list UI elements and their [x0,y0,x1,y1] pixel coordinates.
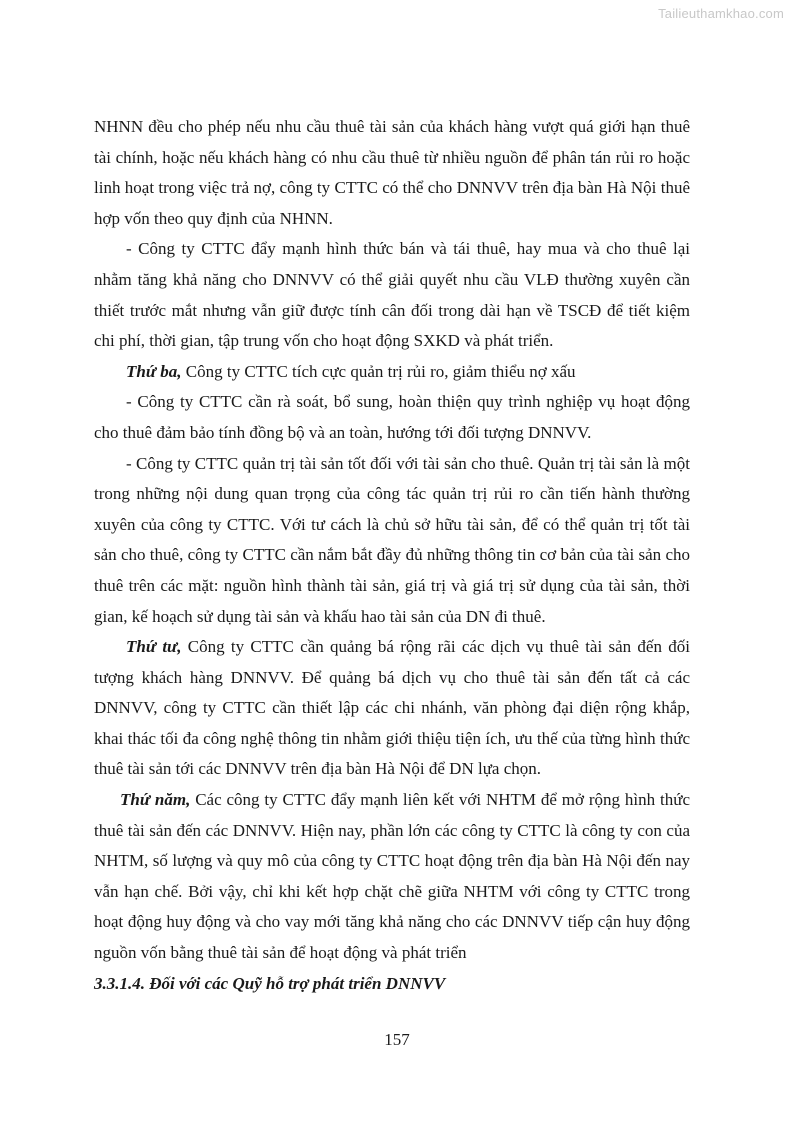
page-body [94,112,690,999]
paragraph-7-text: Các công ty CTTC đẩy mạnh liên kết với NHTM để mở rộng hình thức thuê tài sản đến các DNNVV. Hiện nay, phần lớn các công ty CTTC là công ty con của NHTM, số lượng và quy mô của công ty CTTC hoạt động trên địa bàn Hà Nội đến nay vẫn hạn chế. Bởi vậy, chỉ khi kết hợp chặt chẽ giữa NHTM với công ty CTTC trong hoạt động huy động và cho vay mới tăng khả năng cho các DNNVV tiếp cận huy động nguồn vốn bằng thuê tài sản để hoạt động và phát triển [94,790,690,963]
paragraph-5: - Công ty CTTC quản trị tài sản tốt đối với tài sản cho thuê. Quản trị tài sản là một trong những nội dung quan trọng của công tác quản trị rủi ro cần tiến hành thường xuyên của công ty CTTC. Với tư cách là chủ sở hữu tài sản, để có thể quản trị tốt tài sản cho thuê, công ty CTTC cần nắm bắt đầy đủ những thông tin cơ bản của tài sản cho thuê trên các mặt: nguồn hình thành tài sản, giá trị và giá trị sử dụng của tài sản, thời gian, kế hoạch sử dụng tài sản và khấu hao tài sản của DN đi thuê. [94,453,690,626]
paragraph-7-lead: Thứ năm, [120,790,191,810]
paragraph-6 [94,632,690,785]
paragraph-4: - Công ty CTTC cần rà soát, bổ sung, hoàn thiện quy trình nghiệp vụ hoạt động cho thuê đảm bảo tính đồng bộ và an toàn, hướng tới đối tượng DNNVV. [94,392,690,442]
paragraph-6-lead: Thứ tư, [126,637,182,657]
paragraph-2: - Công ty CTTC đẩy mạnh hình thức bán và tái thuê, hay mua và cho thuê lại nhằm tăng khả năng cho DNNVV có thể giải quyết nhu cầu VLĐ thường xuyên cần thiết trước mắt nhưng vẫn giữ được tính cân đối trong dài hạn về TSCĐ để tiết kiệm chi phí, thời gian, tập trung vốn cho hoạt động SXKD và phát triển. [94,239,690,351]
section-heading: 3.3.1.4. Đối với các Quỹ hỗ trợ phát triển DNNVV [94,973,446,993]
paragraph-3-text: Công ty CTTC tích cực quản trị rủi ro, giảm thiểu nợ xấu [181,361,576,381]
paragraph-6-text: Công ty CTTC cần quảng bá rộng rãi các dịch vụ thuê tài sản đến đối tượng khách hàng DNNVV. Để quảng bá dịch vụ cho thuê tài sản đến tất cả các DNNVV, công ty CTTC cần thiết lập các chi nhánh, văn phòng đại diện rộng khắp, khai thác tối đa công nghệ thông tin nhằm giới thiệu tiện ích, ưu thế của từng hình thức thuê tài sản tới các DNNVV trên địa bàn Hà Nội để DN lựa chọn. [94,637,690,779]
watermark: Tailieuthamkhao.com [658,6,784,21]
page-number: 157 [384,1030,410,1049]
paragraph-3 [94,357,690,388]
paragraph-7 [94,785,690,969]
paragraph-1: NHNN đều cho phép nếu nhu cầu thuê tài sản của khách hàng vượt quá giới hạn thuê tài chính, hoặc nếu khách hàng có nhu cầu thuê từ nhiều nguồn để phân tán rủi ro hoặc linh hoạt trong việc trả nợ, công ty CTTC có thể cho DNNVV trên địa bàn Hà Nội thuê hợp vốn theo quy định của NHNN. [94,117,690,228]
paragraph-3-lead: Thứ ba, [126,361,182,381]
